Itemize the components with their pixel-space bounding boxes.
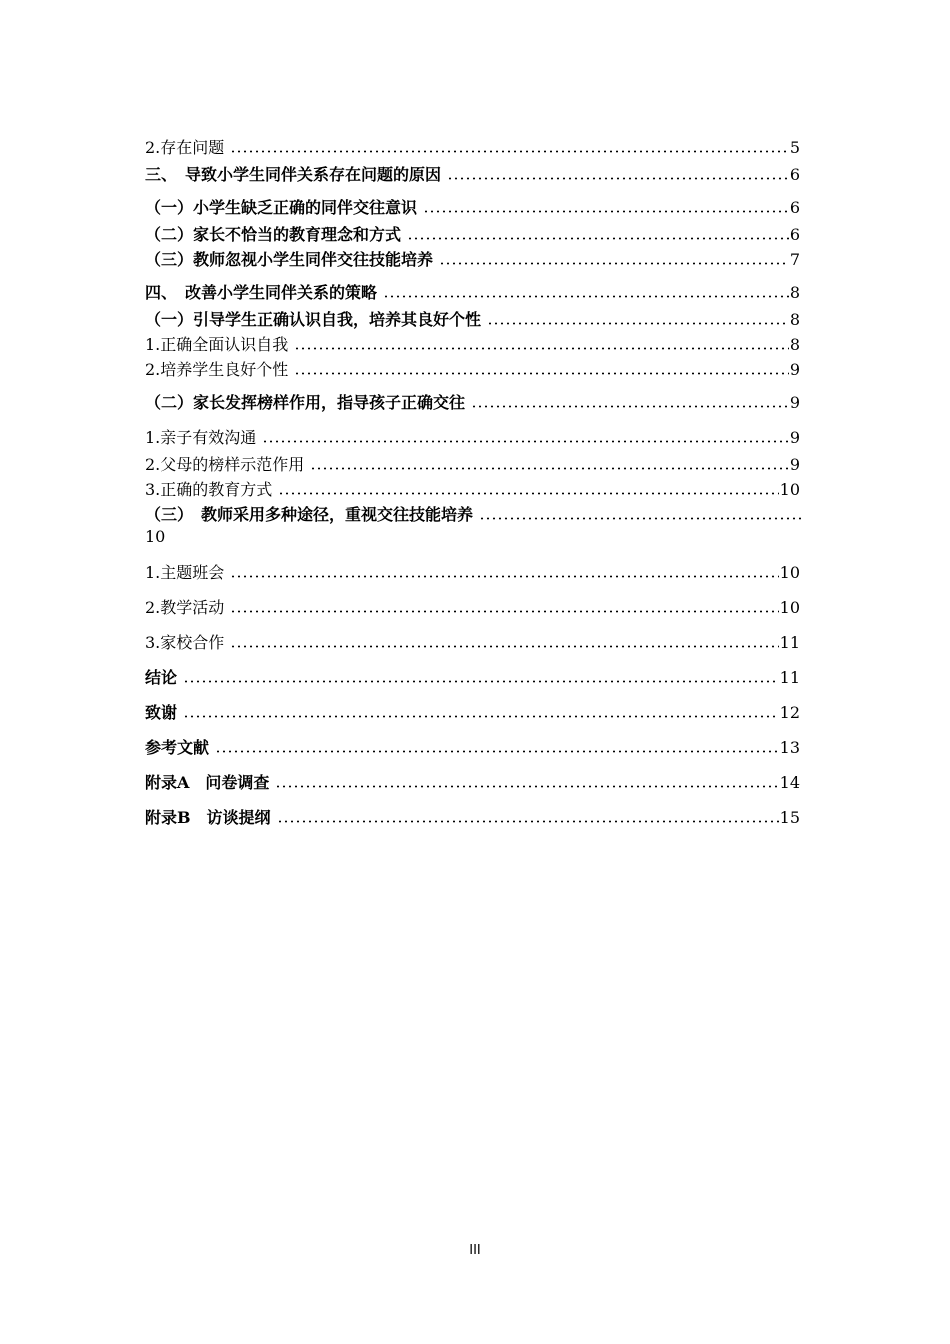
toc-entry-page: 7 — [789, 250, 800, 269]
toc-leader-dots — [487, 322, 789, 325]
toc-entry-4-1-1[interactable] — [145, 331, 800, 355]
toc-leader-dots — [383, 295, 789, 298]
toc-entry-page: 14 — [779, 773, 800, 792]
toc-entry-appendix-a[interactable] — [145, 769, 800, 793]
toc-entry-section-3[interactable] — [145, 161, 800, 185]
toc-entry-label: 2.父母的榜样示范作用 — [145, 455, 305, 474]
toc-entry-page-wrapped: 10 — [145, 527, 166, 546]
toc-leader-dots — [407, 237, 789, 240]
toc-leader-dots — [275, 785, 778, 788]
toc-entry-page: 6 — [789, 165, 800, 184]
toc-entry-page: 13 — [779, 738, 800, 757]
toc-leader-dots — [183, 715, 779, 718]
toc-leader-dots — [310, 467, 789, 470]
toc-entry-label: 附录A 问卷调查 — [145, 773, 270, 792]
toc-entry-page: 9 — [789, 455, 800, 474]
toc-leader-dots — [439, 262, 789, 265]
toc-leader-dots — [479, 517, 805, 520]
toc-entry-4-2-3[interactable] — [145, 476, 800, 500]
toc-leader-dots — [294, 347, 789, 350]
toc-entry-page: 8 — [789, 310, 800, 329]
toc-leader-dots — [215, 750, 779, 753]
toc-entry-label: 1.主题班会 — [145, 563, 225, 582]
toc-entry-label: 2.教学活动 — [145, 598, 225, 617]
toc-entry-page: 6 — [789, 198, 800, 217]
toc-entry-page: 15 — [779, 808, 800, 827]
toc-leader-dots — [278, 492, 778, 495]
toc-entry-3-3[interactable] — [145, 246, 800, 270]
toc-entry-page: 10 — [779, 480, 800, 499]
toc-entry-label: 参考文献 — [145, 738, 210, 757]
toc-entry-label: 四、 改善小学生同伴关系的策略 — [145, 283, 378, 302]
toc-leader-dots — [230, 610, 778, 613]
toc-entry-page: 10 — [779, 563, 800, 582]
toc-leader-dots — [447, 177, 789, 180]
toc-entry-page: 9 — [789, 428, 800, 447]
toc-entry-page: 6 — [789, 225, 800, 244]
toc-entry-4-3-3[interactable] — [145, 629, 800, 653]
toc-entry-section-4[interactable] — [145, 279, 800, 303]
toc-entry-label: 3.正确的教育方式 — [145, 480, 273, 499]
toc-entry-4-3[interactable] — [145, 501, 805, 525]
toc-entry-page: 9 — [789, 360, 800, 379]
toc-entry-page: 5 — [789, 138, 800, 157]
toc-entry-label: 附录B 访谈提纲 — [145, 808, 271, 827]
toc-entry-label: （一）小学生缺乏正确的同伴交往意识 — [145, 198, 418, 217]
toc-entry-label: 2.培养学生良好个性 — [145, 360, 289, 379]
toc-entry-label: 1.正确全面认识自我 — [145, 335, 289, 354]
toc-leader-dots — [262, 440, 789, 443]
toc-entry-label: （三）教师忽视小学生同伴交往技能培养 — [145, 250, 434, 269]
toc-entry-4-3-2[interactable] — [145, 594, 800, 618]
toc-entry-page: 10 — [779, 598, 800, 617]
toc-leader-dots — [294, 372, 789, 375]
toc-entry-4-2-2[interactable] — [145, 451, 800, 475]
toc-entry-acknowledgements[interactable] — [145, 699, 800, 723]
toc-entry-page: 8 — [789, 335, 800, 354]
toc-entry-label: 2.存在问题 — [145, 138, 225, 157]
page-number-footer: III — [469, 1243, 481, 1258]
toc-leader-dots — [183, 680, 779, 683]
toc-entry-4-1[interactable] — [145, 306, 800, 330]
toc-entry-label: 3.家校合作 — [145, 633, 225, 652]
toc-entry-4-2[interactable] — [145, 389, 800, 413]
toc-leader-dots — [230, 150, 789, 153]
toc-entry-4-2-1[interactable] — [145, 424, 800, 448]
toc-entry-conclusion[interactable] — [145, 664, 800, 688]
toc-leader-dots — [230, 645, 778, 648]
toc-entry-label: （三） 教师采用多种途径，重视交往技能培养 — [145, 505, 474, 524]
toc-entry-existing-problems[interactable] — [145, 134, 800, 158]
toc-entry-appendix-b[interactable] — [145, 804, 800, 828]
toc-entry-label: 致谢 — [145, 703, 178, 722]
toc-entry-4-1-2[interactable] — [145, 356, 800, 380]
toc-leader-dots — [423, 210, 789, 213]
toc-entry-references[interactable] — [145, 734, 800, 758]
toc-entry-page: 11 — [779, 633, 800, 652]
toc-leader-dots — [471, 405, 789, 408]
toc-entry-label: 结论 — [145, 668, 178, 687]
toc-entry-label: （一）引导学生正确认识自我，培养其良好个性 — [145, 310, 482, 329]
toc-entry-3-2[interactable] — [145, 221, 800, 245]
toc-leader-dots — [230, 575, 778, 578]
toc-entry-label: （二）家长不恰当的教育理念和方式 — [145, 225, 402, 244]
toc-entry-page: 11 — [779, 668, 800, 687]
toc-entry-label: 三、 导致小学生同伴关系存在问题的原因 — [145, 165, 442, 184]
toc-leader-dots — [277, 820, 779, 823]
toc-entry-label: 1.亲子有效沟通 — [145, 428, 257, 447]
toc-entry-page: 9 — [789, 393, 800, 412]
toc-entry-3-1[interactable] — [145, 194, 800, 218]
toc-entry-page: 12 — [779, 703, 800, 722]
toc-entry-4-3-1[interactable] — [145, 559, 800, 583]
toc-entry-page: 8 — [789, 283, 800, 302]
toc-entry-label: （二）家长发挥榜样作用，指导孩子正确交往 — [145, 393, 466, 412]
